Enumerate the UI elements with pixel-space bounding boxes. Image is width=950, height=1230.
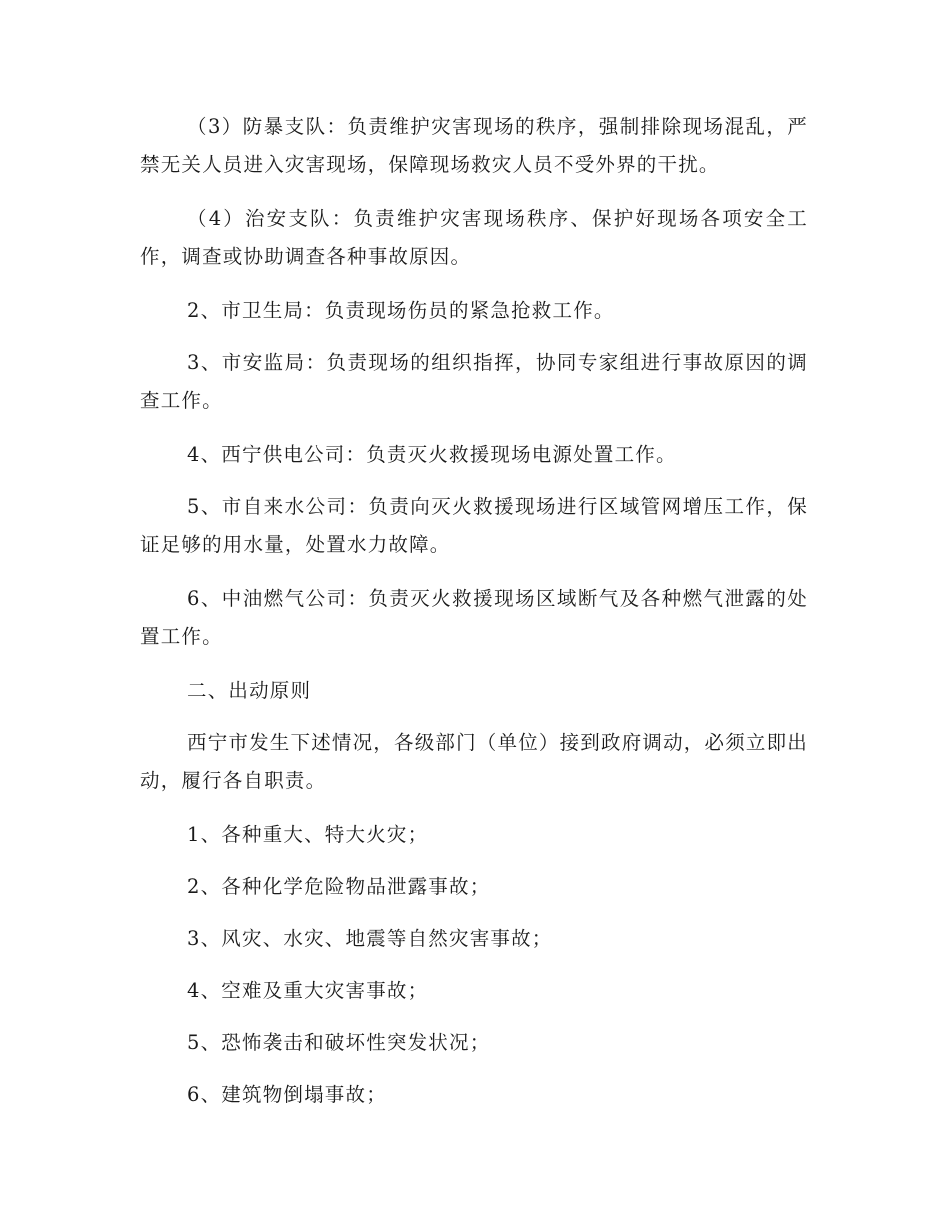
paragraph-power-company: 4、西宁供电公司：负责灭火救援现场电源处置工作。 bbox=[187, 443, 677, 466]
paragraph-public-security-squad: （4）治安支队：负责维护灾害现场秩序、保护好现场各项安全工作，调查或协助调查各种事故原因。 bbox=[140, 207, 808, 268]
paragraph-riot-squad: （3）防暴支队：负责维护灾害现场的秩序，强制排除现场混乱，严禁无关人员进入灾害现场，保障现场救灾人员不受外界的干扰。 bbox=[140, 115, 808, 176]
list-item-air-disaster: 4、空难及重大灾害事故； bbox=[187, 979, 429, 1002]
document-body bbox=[140, 108, 808, 1128]
paragraph-water-company: 5、市自来水公司：负责向灭火救援现场进行区域管网增压工作，保证足够的用水量，处置水力故障。 bbox=[140, 495, 808, 556]
paragraph-safety-bureau: 3、市安监局：负责现场的组织指挥，协同专家组进行事故原因的调查工作。 bbox=[140, 351, 808, 412]
list-item-building-collapse: 6、建筑物倒塌事故； bbox=[187, 1083, 387, 1106]
section-heading-dispatch-principles: 二、出动原则 bbox=[187, 679, 312, 702]
list-item-chemical-leak: 2、各种化学危险物品泄露事故； bbox=[187, 875, 491, 898]
paragraph-gas-company: 6、中油燃气公司：负责灭火救援现场区域断气及各种燃气泄露的处置工作。 bbox=[140, 587, 808, 648]
list-item-fire: 1、各种重大、特大火灾； bbox=[187, 823, 429, 846]
list-item-natural-disaster: 3、风灾、水灾、地震等自然灾害事故； bbox=[187, 927, 553, 950]
paragraph-health-bureau: 2、市卫生局：负责现场伤员的紧急抢救工作。 bbox=[187, 299, 615, 322]
paragraph-dispatch-intro: 西宁市发生下述情况，各级部门（单位）接到政府调动，必须立即出动，履行各自职责。 bbox=[140, 731, 809, 792]
list-item-terror-attack: 5、恐怖袭击和破坏性突发状况； bbox=[187, 1031, 491, 1054]
